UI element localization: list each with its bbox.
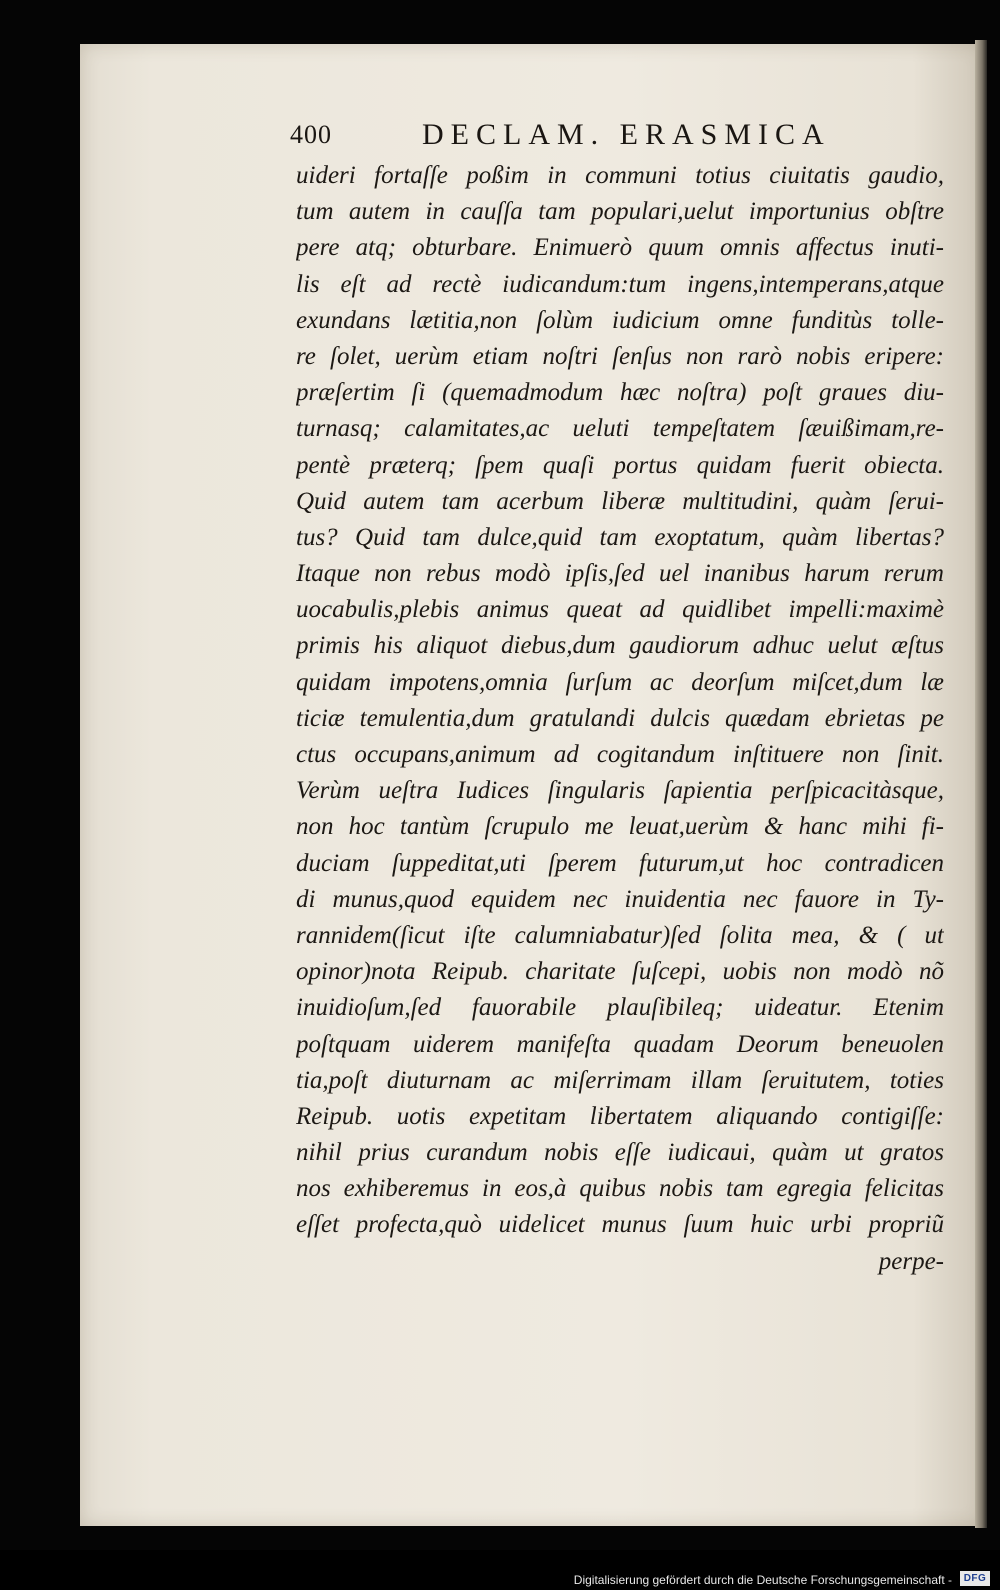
text-line: uideri fortaſſe poßim in communi totius ciuitatis gaudio,	[296, 162, 944, 189]
text-line: tia,poſt diuturnam ac miſerrimam illam ſeruitutem, toties	[296, 1066, 944, 1094]
page-edge	[975, 40, 987, 1528]
text-line: nihil prius curandum nobis eſſe iudicaui, quàm ut gratos	[296, 1139, 944, 1167]
dfg-logo: DFG	[960, 1571, 990, 1586]
text-line: rannidem(ſicut iſte calumniabatur)ſed ſolita mea, & ( ut	[296, 921, 944, 949]
text-line: Quid autem tam acerbum liberæ multitudini, quàm ſerui-	[296, 487, 944, 515]
running-head	[290, 118, 870, 158]
text-line: nos exhiberemus in eos,à quibus nobis tam egregia felicitas	[296, 1175, 944, 1203]
text-line: Itaque non rebus modò ipſis,ſed uel inanibus harum rerum	[296, 560, 944, 588]
text-line: lis eſt ad rectè iudicandum:tum ingens,intemperans,atque	[296, 270, 944, 298]
text-line: Reipub. uotis expetitam libertatem aliquando contigiſſe:	[296, 1102, 944, 1130]
page-number: 400	[290, 120, 332, 149]
text-line: ctus occupans,animum ad cogitandum inſtituere non ſinit.	[296, 741, 944, 768]
text-line: pentè præterq; ſpem quaſi portus quidam fuerit obiecta.	[296, 451, 944, 479]
running-title: DECLAM. ERASMICA	[422, 118, 831, 151]
text-line: primis his aliquot diebus,dum gaudiorum adhuc uelut æſtus	[296, 632, 944, 660]
text-line: opinor)nota Reipub. charitate ſuſcepi, uobis non modò nõ	[296, 958, 944, 986]
text-line: quidam impotens,omnia ſurſum ac deorſum miſcet,dum læ	[296, 668, 944, 696]
text-line: ticiæ temulentia,dum gratulandi dulcis quædam ebrietas pe	[296, 704, 944, 732]
text-line: duciam ſuppeditat,uti ſperem futurum,ut hoc contradicen	[296, 849, 944, 877]
text-line: re ſolet, uerùm etiam noſtri ſenſus non rarò nobis eripere:	[296, 342, 944, 370]
body-text	[296, 158, 956, 1280]
text-line: inuidioſum,ſed fauorabile plauſibileq; uideatur. Etenim	[296, 994, 944, 1022]
text-line: di munus,quod equidem nec inuidentia nec fauore in Ty-	[296, 885, 944, 913]
text-line: poſtquam uiderem manifeſta quadam Deorum beneuolen	[296, 1030, 944, 1058]
text-line: eſſet profecta,quò uidelicet munus ſuum huic urbi propriũ	[296, 1211, 944, 1239]
text-line: tus? Quid tam dulce,quid tam exoptatum, quàm libertas?	[296, 523, 944, 551]
text-line: uocabulis,plebis animus queat ad quidlibet impelli:maximè	[296, 596, 944, 624]
text-line: exundans lætitia,non ſolùm iudicium omne funditùs tolle-	[296, 306, 944, 334]
text-line: turnasq; calamitates,ac ueluti tempeſtatem ſæuißimam,re-	[296, 415, 944, 443]
text-line: tum autem in cauſſa tam populari,uelut importunius obſtre	[296, 198, 944, 226]
text-line: Verùm ueſtra Iudices ſingularis ſapientia perſpicacitàsque,	[296, 777, 944, 805]
funding-credit: Digitalisierung gefördert durch die Deutsche Forschungsgemeinschaft -	[573, 1573, 952, 1587]
text-line: non hoc tantùm ſcrupulo me leuat,uerùm & hanc mihi fi-	[296, 813, 944, 841]
text-line: præſertim ſi (quemadmodum hæc noſtra) poſt graues diu-	[296, 379, 944, 407]
catchword: perpe-	[878, 1247, 944, 1275]
text-line: pere atq; obturbare. Enimuerò quum omnis affectus inuti-	[296, 234, 944, 262]
